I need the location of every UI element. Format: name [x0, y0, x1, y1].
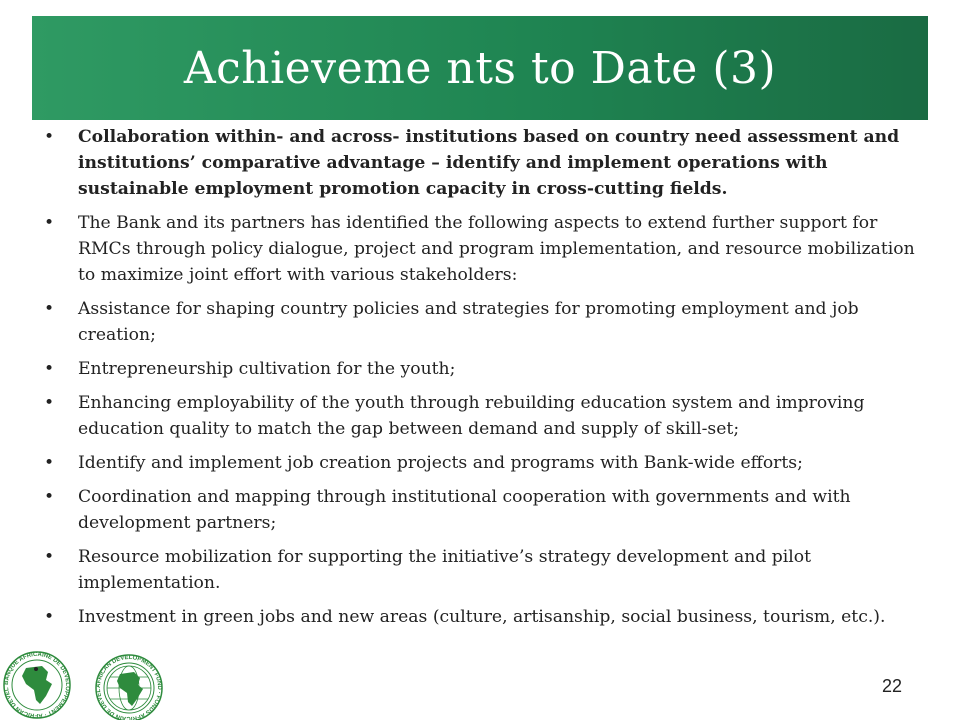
bullet-text: Identify and implement job creation projects and programs with Bank-wide efforts; [78, 453, 803, 473]
bullet-text: Resource mobilization for supporting the initiative’s strategy development and pilot implementation. [78, 547, 811, 593]
bullet-item [44, 544, 916, 596]
bullet-text: Entrepreneurship cultivation for the youth; [78, 359, 456, 379]
bullet-item [44, 210, 916, 288]
bullet-dot: • [44, 213, 55, 233]
afdb-logo-icon [2, 650, 192, 720]
bullet-text: Assistance for shaping country policies and strategies for promoting employment and job creation; [78, 299, 859, 345]
page-number: 22 [882, 676, 903, 696]
bullet-text: Enhancing employability of the youth through rebuilding education system and improving education quality to match the gap between demand and supply of skill-set; [78, 393, 865, 439]
bullet-dot: • [44, 453, 55, 473]
bullet-list [44, 124, 916, 638]
bullet-dot: • [44, 127, 55, 147]
bullet-item [44, 296, 916, 348]
bullet-item [44, 390, 916, 442]
bullet-item [44, 484, 916, 536]
afdb-logos [2, 650, 192, 720]
svg-text:AFRICAN DEVELOPMENT FUND · FON: AFRICAN DEVELOPMENT FUND · FONDS AFRICAIN DE DEVEL [95, 654, 163, 720]
bullet-text: Collaboration within- and across- institutions based on country need assessment and institutions’ comparative advantage – identify and implement operations with sustainable employment promotion capacity in cross-cutting fields. [78, 127, 900, 199]
bullet-dot: • [44, 393, 55, 413]
bullet-dot: • [44, 359, 55, 379]
bullet-dot: • [44, 299, 55, 319]
bullet-text: The Bank and its partners has identified the following aspects to extend further support for RMCs through policy dialogue, project and program implementation, and resource mobilization to maximize joint effort with various stakeholders: [78, 213, 915, 285]
svg-text:BANQUE AFRICAINE DE DEVELOPPEM: BANQUE AFRICAINE DE DEVELOPPEMENT · AFRICAN DEVEL [3, 651, 71, 719]
bullet-text: Coordination and mapping through institutional cooperation with governments and with development partners; [78, 487, 851, 533]
bullet-dot: • [44, 487, 55, 507]
bullet-item [44, 356, 916, 382]
bullet-item [44, 124, 916, 202]
bullet-item [44, 604, 916, 630]
bullet-dot: • [44, 547, 55, 567]
slide-title: Achieveme nts to Date (3) [183, 42, 777, 94]
bullet-item [44, 450, 916, 476]
bullet-text: Investment in green jobs and new areas (culture, artisanship, social business, tourism, etc.). [78, 607, 886, 627]
title-bar [32, 16, 928, 120]
bullet-dot: • [44, 607, 55, 627]
